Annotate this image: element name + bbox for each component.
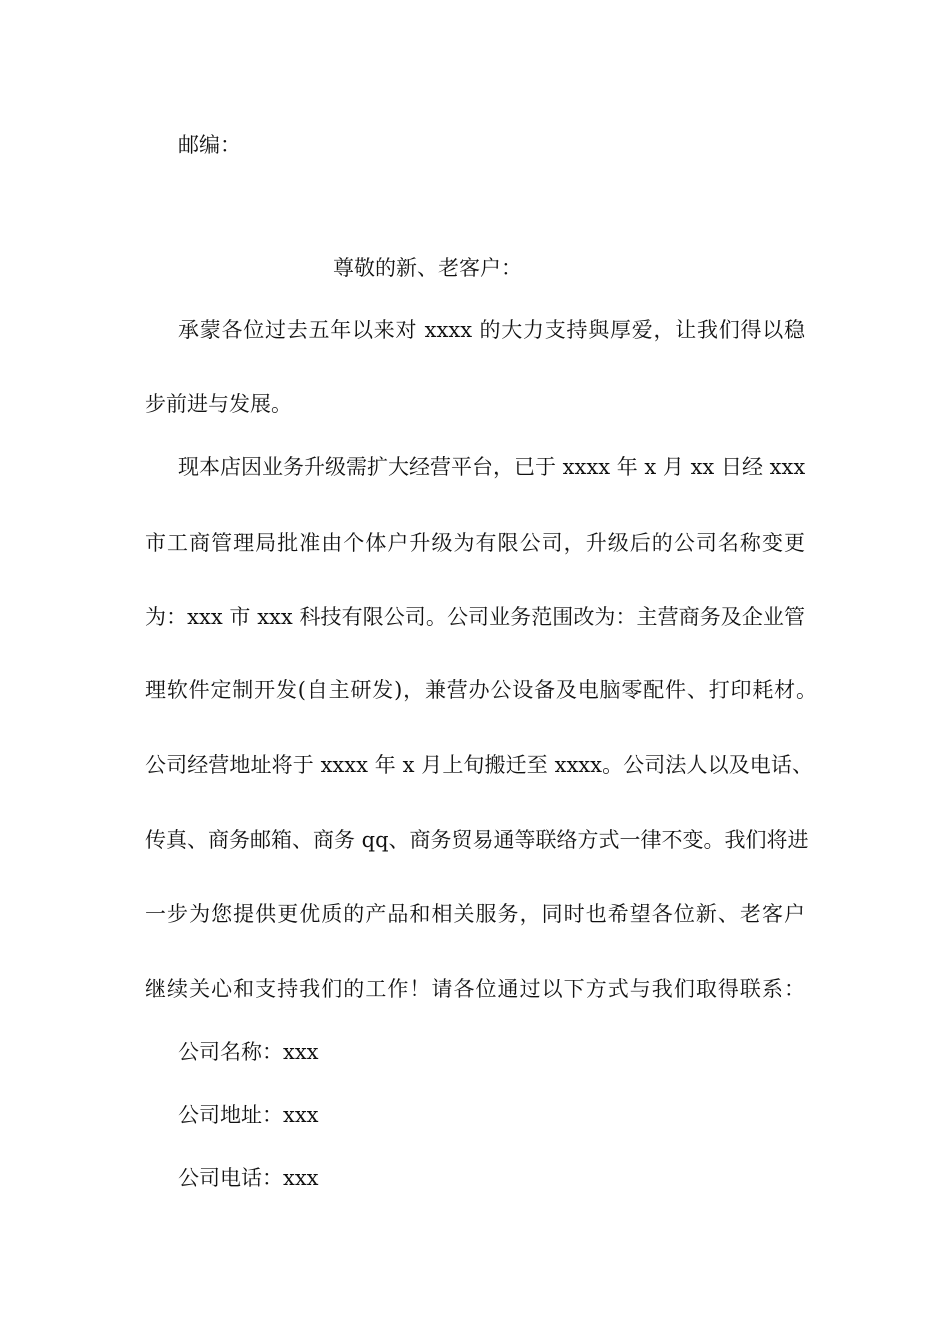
salutation: 尊敬的新、老客户： [333, 256, 522, 280]
paragraph-line: 为：xxx 市 xxx 科技有限公司。公司业务范围改为：主营商务及企业管 [145, 605, 805, 629]
paragraph-line: 现本店因业务升级需扩大经营平台，已于 xxxx 年 x 月 xx 日经 xxx [178, 455, 806, 479]
paragraph-line: 承蒙各位过去五年以来对 xxxx 的大力支持與厚爱，让我们得以稳 [178, 318, 805, 342]
contact-company-address: 公司地址：xxx [178, 1103, 319, 1127]
paragraph-line: 理软件定制开发(自主研发)，兼营办公设备及电脑零配件、打印耗材。 [145, 678, 817, 702]
contact-company-phone: 公司电话：xxx [178, 1166, 319, 1190]
paragraph-line: 一步为您提供更优质的产品和相关服务，同时也希望各位新、老客户 [145, 902, 805, 926]
paragraph-line: 继续关心和支持我们的工作！请各位通过以下方式与我们取得联系： [145, 977, 805, 1001]
paragraph-line: 传真、商务邮箱、商务 qq、商务贸易通等联络方式一律不变。我们将进 [145, 828, 809, 852]
paragraph-line: 市工商管理局批准由个体户升级为有限公司，升级后的公司名称变更 [145, 531, 805, 555]
paragraph-line: 公司经营地址将于 xxxx 年 x 月上旬搬迁至 xxxx。公司法人以及电话、 [145, 753, 813, 777]
paragraph-line: 步前进与发展。 [145, 392, 292, 416]
postcode-label: 邮编： [178, 133, 241, 157]
contact-company-name: 公司名称：xxx [178, 1040, 319, 1064]
